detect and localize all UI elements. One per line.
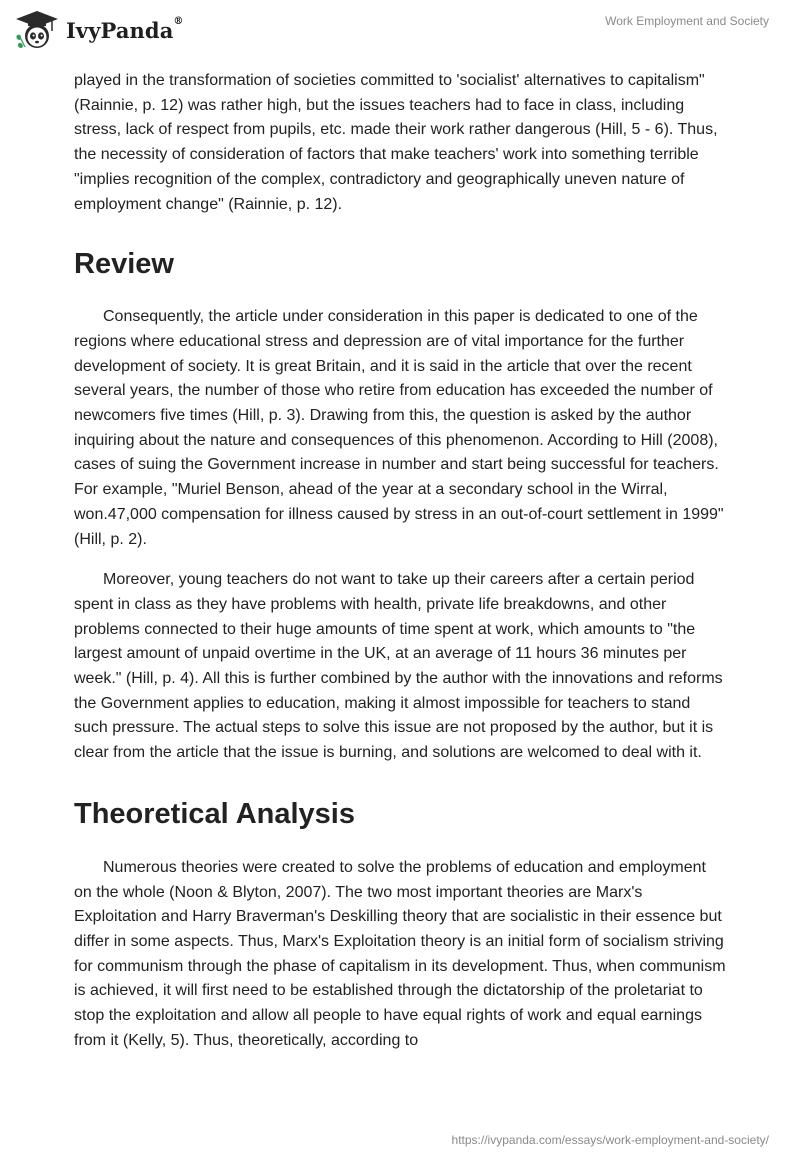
- document-title: Work Employment and Society: [605, 14, 769, 28]
- registered-mark: ®: [173, 15, 184, 27]
- review-paragraph-1: Consequently, the article under consideration in this paper is dedicated to one of the regions where educational stress and depression are of vital importance for the further development of society. It is great Britain, and it is said in the article that over the recent several years, the number of those who retire from education has exceeded the number of newcomers five times (Hill, p. 3). Drawing from this, the question is asked by the author inquiring about the nature and consequences of this phenomenon. According to Hill (2008), cases of suing the Government increase in number and start being successful for teachers. For example, "Muriel Benson, ahead of the year at a secondary school in the Wirral, won.47,000 compensation for illness caused by stress in an out-of-court settlement in 1999" (Hill, p. 2).: [74, 308, 724, 548]
- brand-name: IvyPanda®: [66, 15, 184, 43]
- ivypanda-logo[interactable]: [14, 9, 184, 51]
- essay-content: [74, 69, 726, 1054]
- review-paragraph-2: Moreover, young teachers do not want to take up their careers after a certain period spent in class as they have problems with health, private life breakdowns, and other problems connected to their huge amounts of time spent at work, which amounts to "the largest amount of unpaid overtime in the UK, at an average of 11 hours 36 minutes per week." (Hill, p. 4). All this is further combined by the author with the innovations and reforms the Government applies to education, making it almost impossible for teachers to stand such pressure. The actual steps to solve this issue are not proposed by the author, but it is clear from the article that the issue is burning, and solutions are welcomed to deal with it.: [74, 571, 723, 762]
- source-url[interactable]: https://ivypanda.com/essays/work-employment-and-society/: [451, 1133, 769, 1147]
- review-heading: Review: [74, 248, 174, 281]
- theory-paragraph-1: Numerous theories were created to solve the problems of education and employment on the whole (Noon & Blyton, 2007). The two most important theories are Marx's Exploitation and Harry Braverman's Deskilling theory that are socialistic in their essence but differ in some aspects. Thus, Marx's Exploitation theory is an initial form of socialism striving for communism through the phase of capitalism in its development. Thus, when communism is achieved, it will first need to be established through the dictatorship of the proletariat to stop the exploitation and allow all people to have equal rights of work and equal earnings from it (Kelly, 5). Thus, theoretically, according to: [74, 858, 726, 1049]
- intro-paragraph: played in the transformation of societies committed to 'socialist' alternatives to capitalism" (Rainnie, p. 12) was rather high, but the issues teachers had to face in class, including stress, lack of respect from pupils, etc. made their work rather dangerous (Hill, 5 - 6). Thus, the necessity of consideration of factors that make teachers' work into something terrible "implies recognition of the complex, contradictory and geographically uneven nature of employment change" (Rainnie, p. 12).: [74, 72, 718, 213]
- theoretical-analysis-heading: Theoretical Analysis: [74, 797, 355, 830]
- panda-graduate-icon: [14, 9, 60, 51]
- page-header: [0, 0, 800, 60]
